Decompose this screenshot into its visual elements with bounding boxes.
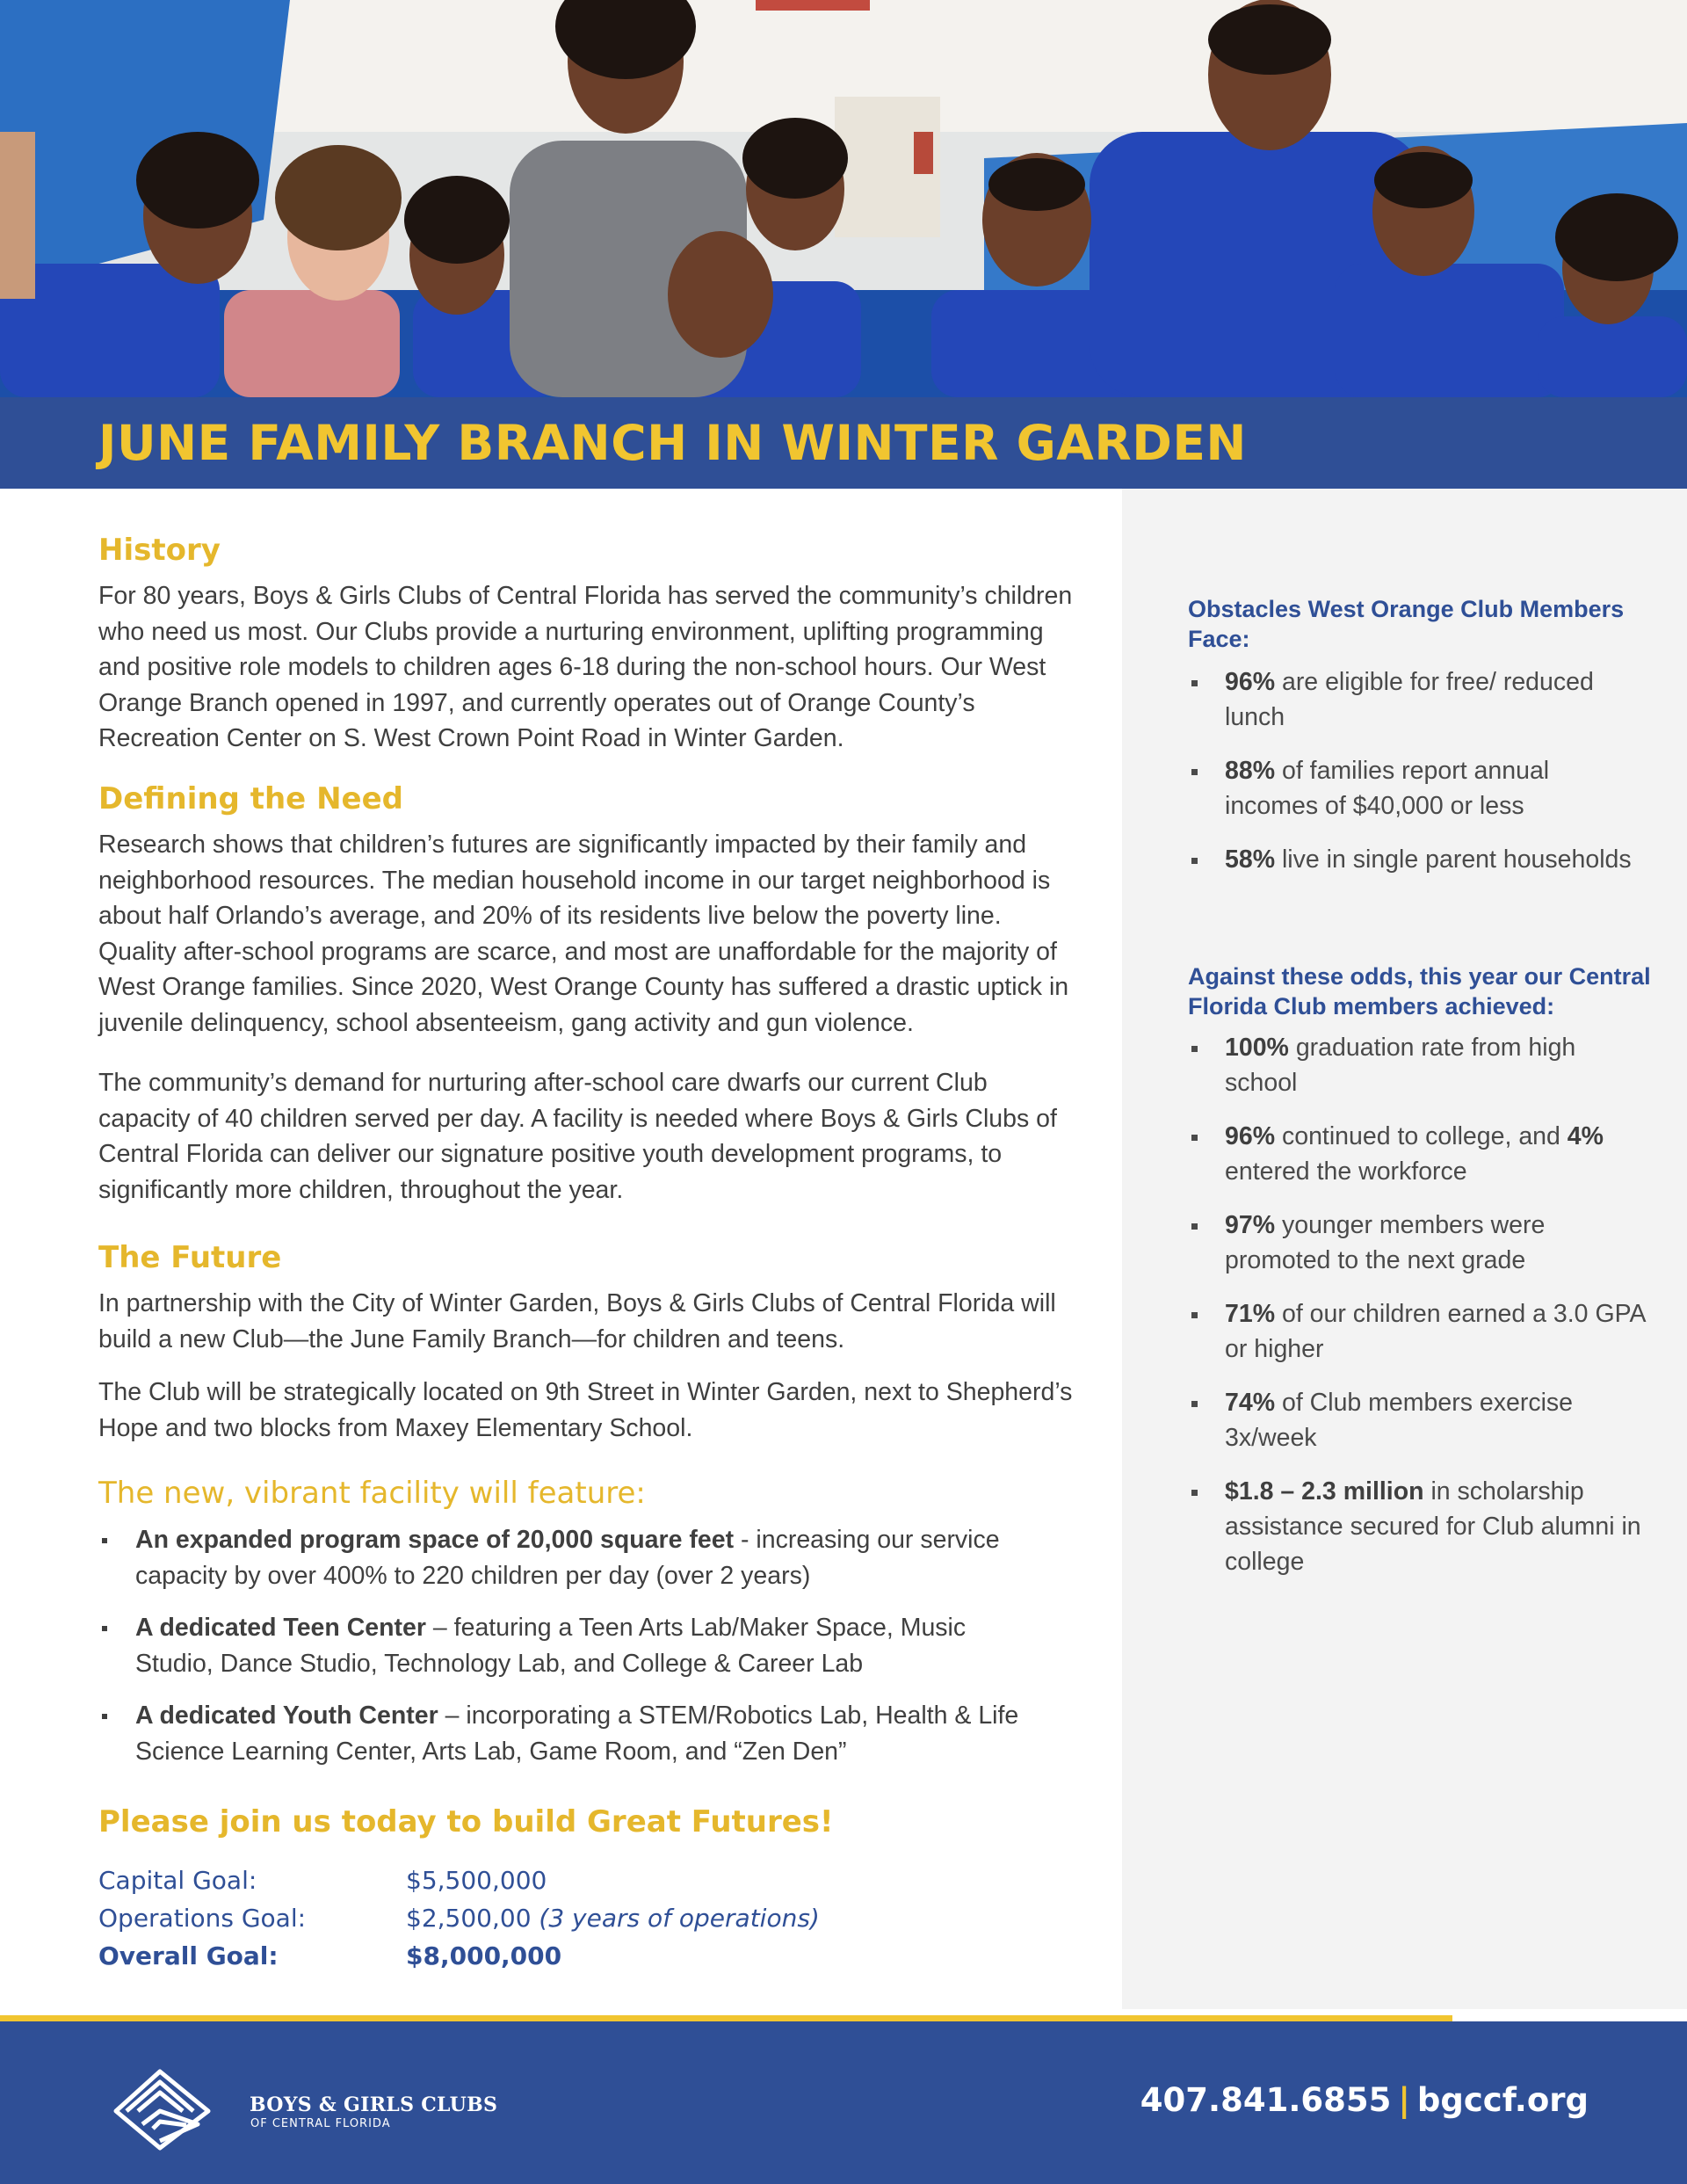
achievement-text: younger members were promoted to the next grade (1225, 1211, 1546, 1274)
achievement-stat: $1.8 – 2.3 million (1225, 1477, 1424, 1506)
achievement-text: of Club members exercise 3x/week (1225, 1389, 1573, 1452)
join-heading: Please join us today to build Great Futures! (98, 1804, 834, 1839)
feature-text: – featuring a Teen Arts Lab/Maker Space, Music Studio, Dance Studio, Technology Lab, and College & Career Lab (135, 1614, 967, 1678)
overall-goal-value: $8,000,000 (406, 1941, 562, 1970)
obstacle-item (1188, 664, 1645, 735)
feature-bold: A dedicated Youth Center (135, 1701, 438, 1731)
features-heading: The new, vibrant facility will feature: (98, 1476, 646, 1511)
need-paragraph-1: Research shows that children’s futures are significantly impacted by their family and neighborhood resources. The median household income in our target neighborhood is about half Orlando’s average, and 20% of its residents live below the poverty line. Quality after-school programs are scarce, and most are unaffordable for the majority of West Orange families. Since 2020, West Orange County has suffered a drastic uptick in juvenile delinquency, school absenteeism, gang activity and gun violence. (98, 831, 1069, 1037)
future-heading: The Future (98, 1240, 282, 1275)
page-title: JUNE FAMILY BRANCH IN WINTER GARDEN (98, 415, 1247, 471)
history-text: For 80 years, Boys & Girls Clubs of Central Florida has served the community’s children who need us most. Our Clubs provide a nurturing environment, uplifting programming and positive role models to children ages 6-18 during the non-school hours. Our West Orange Branch opened in 1997, and currently operates out of Orange County’s Recreation Center on S. West Crown Point Road in Winter Garden. (98, 582, 1073, 753)
achievement-text: in scholarship assistance secured for Club alumni in college (1225, 1477, 1641, 1576)
website-link[interactable]: bgccf.org (1416, 2081, 1589, 2119)
achievement-item (1188, 1119, 1645, 1189)
goals-table (98, 1866, 977, 1979)
achievement-stat: 97% (1225, 1211, 1276, 1239)
achievements-list (1188, 1030, 1645, 1598)
obstacle-text: of families report annual incomes of $40,000 or less (1225, 757, 1550, 820)
achievement-item (1188, 1385, 1645, 1455)
contact-info (1140, 2081, 1589, 2119)
obstacle-text: are eligible for free/ reduced lunch (1225, 668, 1594, 731)
contact-separator: | (1398, 2081, 1410, 2119)
feature-bold: A dedicated Teen Center (135, 1614, 426, 1643)
obstacles-heading: Obstacles West Orange Club Members Face: (1188, 596, 1625, 652)
achievement-stat: 71% (1225, 1300, 1276, 1328)
achievement-text-2: entered the workforce (1225, 1157, 1467, 1186)
future-paragraph-1: In partnership with the City of Winter Garden, Boys & Girls Clubs of Central Florida will build a new Club—the June Family Branch—for children and teens. (98, 1289, 1056, 1353)
history-heading: History (98, 533, 221, 568)
stats-sidebar (1122, 489, 1687, 2009)
feature-item (98, 1522, 1030, 1593)
operations-goal-row (98, 1904, 977, 1941)
obstacles-list (1188, 664, 1645, 896)
achievement-text: graduation rate from high school (1225, 1034, 1576, 1097)
obstacle-stat: 58% (1225, 845, 1276, 874)
achievement-stat: 100% (1225, 1034, 1289, 1062)
overall-goal-label: Overall Goal: (98, 1941, 279, 1970)
capital-goal-value: $5,500,000 (406, 1866, 547, 1895)
obstacle-item (1188, 753, 1645, 824)
achievement-text: continued to college, and (1275, 1122, 1568, 1150)
operations-goal-label: Operations Goal: (98, 1904, 307, 1933)
hero-photo (0, 0, 1687, 397)
title-band (0, 397, 1687, 489)
capital-goal-row (98, 1866, 977, 1904)
phone-number[interactable]: 407.841.6855 (1140, 2081, 1392, 2119)
obstacle-stat: 88% (1225, 757, 1276, 785)
feature-text: - increasing our service capacity by over 400% to 220 children per day (over 2 years) (135, 1526, 1000, 1590)
achievement-stat-2: 4% (1567, 1122, 1604, 1150)
capital-goal-label: Capital Goal: (98, 1866, 257, 1895)
feature-bold: An expanded program space of 20,000 square feet (135, 1526, 735, 1554)
achievement-stat: 96% (1225, 1122, 1276, 1150)
achievement-item (1188, 1208, 1645, 1278)
future-paragraph-2: The Club will be strategically located on 9th Street in Winter Garden, next to Shepherd’s Hope and two blocks from Maxey Elementary School. (98, 1378, 1073, 1442)
feature-item (98, 1698, 1030, 1769)
org-subname: OF CENTRAL FLORIDA (250, 2117, 391, 2130)
features-list (98, 1522, 1030, 1787)
hero-illustration (0, 0, 1687, 397)
obstacle-text: live in single parent households (1275, 845, 1632, 874)
achievement-item (1188, 1296, 1645, 1367)
bgc-logo (107, 2067, 498, 2146)
achievement-stat: 74% (1225, 1389, 1276, 1417)
need-paragraph-2: The community’s demand for nurturing after-school care dwarfs our current Club capacity of 40 children served per day. A facility is needed where Boys & Girls Clubs of Central Florida can deliver our signature positive youth development programs, to significantly more children, throughout the year. (98, 1069, 1057, 1204)
operations-goal-note: (3 years of operations) (539, 1904, 820, 1933)
achieved-heading: Against these odds, this year our Central Florida Club members achieved: (1188, 963, 1651, 1019)
defining-need-heading: Defining the Need (98, 781, 403, 816)
obstacle-item (1188, 842, 1645, 877)
overall-goal-row (98, 1941, 977, 1979)
achievement-item (1188, 1030, 1645, 1100)
bgc-logo-icon (107, 2067, 239, 2151)
obstacle-stat: 96% (1225, 668, 1276, 696)
achievement-text: of our children earned a 3.0 GPA or higher (1225, 1300, 1645, 1363)
feature-text: – incorporating a STEM/Robotics Lab, Health & Life Science Learning Center, Arts Lab, Game Room, and “Zen Den” (135, 1701, 1019, 1766)
feature-item (98, 1610, 1030, 1681)
achievement-item (1188, 1474, 1645, 1579)
operations-goal-amount: $2,500,00 (406, 1904, 532, 1933)
operations-goal-value (406, 1904, 820, 1933)
footer (0, 2021, 1687, 2184)
org-name: BOYS & GIRLS CLUBS (250, 2093, 498, 2116)
